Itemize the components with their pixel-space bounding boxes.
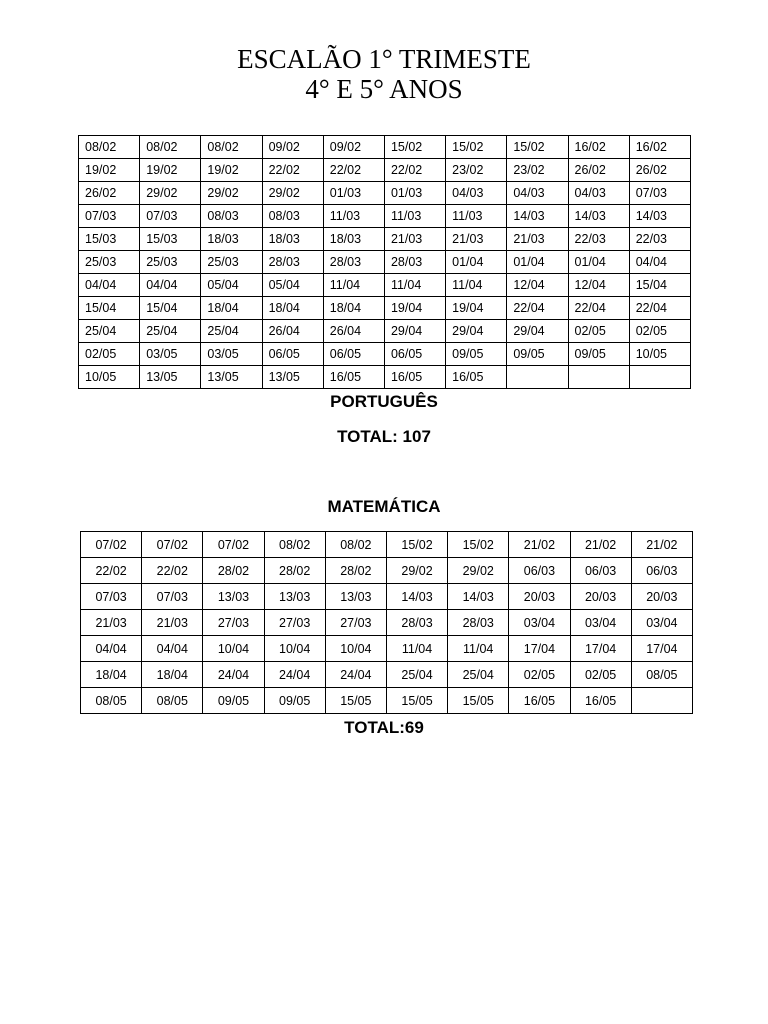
date-cell: 09/02: [323, 136, 384, 159]
date-cell: 25/04: [386, 662, 447, 688]
date-cell: 20/03: [631, 584, 692, 610]
table-row: [81, 584, 693, 610]
date-cell: 11/03: [323, 205, 384, 228]
date-cell: 29/04: [384, 320, 445, 343]
date-cell: 15/02: [507, 136, 568, 159]
table-row: [79, 228, 691, 251]
matematica-dates-table: [80, 531, 693, 714]
date-cell: 15/03: [79, 228, 140, 251]
date-cell: 11/03: [446, 205, 507, 228]
date-cell: 29/02: [201, 182, 262, 205]
date-cell: 29/04: [507, 320, 568, 343]
date-cell: 06/05: [323, 343, 384, 366]
date-cell: 18/04: [262, 297, 323, 320]
date-cell: 19/02: [201, 159, 262, 182]
table-row: [79, 182, 691, 205]
date-cell: 02/05: [629, 320, 690, 343]
date-cell: 04/03: [568, 182, 629, 205]
date-cell: 15/04: [79, 297, 140, 320]
date-cell: 15/02: [446, 136, 507, 159]
table-row: [79, 320, 691, 343]
date-cell: 22/02: [262, 159, 323, 182]
date-cell: 11/03: [384, 205, 445, 228]
table-row: [79, 297, 691, 320]
date-cell: 25/04: [140, 320, 201, 343]
portugues-table-body: [79, 136, 691, 389]
table-row: [81, 532, 693, 558]
date-cell: 19/04: [446, 297, 507, 320]
date-cell: 23/02: [446, 159, 507, 182]
date-cell: 15/02: [384, 136, 445, 159]
date-cell: 15/05: [325, 688, 386, 714]
date-cell: 28/03: [386, 610, 447, 636]
date-cell: 08/05: [142, 688, 203, 714]
date-cell: 15/05: [386, 688, 447, 714]
date-cell: 07/03: [142, 584, 203, 610]
date-cell: 29/02: [386, 558, 447, 584]
date-cell: 04/04: [629, 251, 690, 274]
date-cell: 13/05: [140, 366, 201, 389]
date-cell: 09/05: [507, 343, 568, 366]
date-cell: 08/02: [79, 136, 140, 159]
table-row: [81, 558, 693, 584]
date-cell: 22/04: [507, 297, 568, 320]
date-cell: 14/03: [507, 205, 568, 228]
date-cell: 02/05: [509, 662, 570, 688]
date-cell: 15/02: [448, 532, 509, 558]
date-cell: 25/04: [201, 320, 262, 343]
date-cell: 18/04: [142, 662, 203, 688]
date-cell: 18/04: [323, 297, 384, 320]
date-cell: 15/04: [140, 297, 201, 320]
table-row: [79, 366, 691, 389]
date-cell: 22/02: [142, 558, 203, 584]
date-cell: 16/05: [570, 688, 631, 714]
date-cell: 18/03: [201, 228, 262, 251]
date-cell: 28/02: [264, 558, 325, 584]
date-cell: 04/04: [140, 274, 201, 297]
date-cell: 07/03: [79, 205, 140, 228]
date-cell: [629, 366, 690, 389]
date-cell: 10/04: [325, 636, 386, 662]
date-cell: 09/05: [446, 343, 507, 366]
date-cell: 29/02: [262, 182, 323, 205]
table-row: [81, 688, 693, 714]
date-cell: 02/05: [570, 662, 631, 688]
date-cell: 28/03: [262, 251, 323, 274]
date-cell: 13/05: [201, 366, 262, 389]
date-cell: 06/03: [509, 558, 570, 584]
date-cell: 06/05: [262, 343, 323, 366]
date-cell: 18/04: [201, 297, 262, 320]
date-cell: 27/03: [203, 610, 264, 636]
date-cell: 18/03: [262, 228, 323, 251]
table-row: [79, 274, 691, 297]
table-row: [79, 343, 691, 366]
date-cell: 17/04: [509, 636, 570, 662]
date-cell: 21/03: [142, 610, 203, 636]
date-cell: 17/04: [631, 636, 692, 662]
document-title: ESCALÃO 1° TRIMESTE: [237, 44, 531, 74]
date-cell: 16/05: [446, 366, 507, 389]
date-cell: [507, 366, 568, 389]
date-cell: 29/02: [140, 182, 201, 205]
date-cell: [631, 688, 692, 714]
document-subtitle: 4° E 5° ANOS: [305, 74, 463, 104]
date-cell: 10/05: [629, 343, 690, 366]
date-cell: 19/02: [140, 159, 201, 182]
date-cell: 22/04: [568, 297, 629, 320]
portugues-dates-table: [78, 135, 691, 389]
date-cell: 12/04: [568, 274, 629, 297]
date-cell: 03/05: [140, 343, 201, 366]
date-cell: 08/02: [325, 532, 386, 558]
date-cell: 12/04: [507, 274, 568, 297]
date-cell: 25/04: [448, 662, 509, 688]
date-cell: 15/03: [140, 228, 201, 251]
date-cell: 28/02: [325, 558, 386, 584]
matematica-total: TOTAL:69: [344, 718, 424, 737]
date-cell: 06/03: [631, 558, 692, 584]
date-cell: 21/02: [570, 532, 631, 558]
date-cell: 14/03: [568, 205, 629, 228]
portugues-total: TOTAL: 107: [337, 427, 431, 446]
matematica-table-body: [81, 532, 693, 714]
date-cell: 28/03: [448, 610, 509, 636]
date-cell: 26/04: [323, 320, 384, 343]
date-cell: 02/05: [79, 343, 140, 366]
date-cell: 11/04: [446, 274, 507, 297]
date-cell: 21/03: [81, 610, 142, 636]
date-cell: 15/02: [386, 532, 447, 558]
date-cell: 11/04: [323, 274, 384, 297]
table-row: [81, 662, 693, 688]
date-cell: 13/03: [203, 584, 264, 610]
date-cell: 15/04: [629, 274, 690, 297]
table-row: [79, 205, 691, 228]
date-cell: 19/04: [384, 297, 445, 320]
date-cell: 22/03: [629, 228, 690, 251]
date-cell: 08/02: [140, 136, 201, 159]
date-cell: 11/04: [448, 636, 509, 662]
date-cell: 04/04: [81, 636, 142, 662]
date-cell: 16/05: [384, 366, 445, 389]
date-cell: 08/05: [81, 688, 142, 714]
date-cell: 04/04: [79, 274, 140, 297]
date-cell: 09/02: [262, 136, 323, 159]
table-row: [81, 636, 693, 662]
date-cell: 28/03: [323, 251, 384, 274]
date-cell: 14/03: [386, 584, 447, 610]
date-cell: 27/03: [325, 610, 386, 636]
date-cell: 16/02: [568, 136, 629, 159]
date-cell: 18/03: [323, 228, 384, 251]
date-cell: 25/03: [201, 251, 262, 274]
date-cell: 15/05: [448, 688, 509, 714]
date-cell: 03/04: [631, 610, 692, 636]
date-cell: 05/04: [262, 274, 323, 297]
date-cell: 04/03: [507, 182, 568, 205]
date-cell: 17/04: [570, 636, 631, 662]
date-cell: 11/04: [386, 636, 447, 662]
date-cell: 20/03: [509, 584, 570, 610]
date-cell: 04/04: [142, 636, 203, 662]
date-cell: 20/03: [570, 584, 631, 610]
date-cell: 16/02: [629, 136, 690, 159]
date-cell: 10/05: [79, 366, 140, 389]
date-cell: 25/03: [79, 251, 140, 274]
date-cell: 13/03: [325, 584, 386, 610]
date-cell: 21/02: [509, 532, 570, 558]
date-cell: 22/02: [81, 558, 142, 584]
table-row: [79, 251, 691, 274]
date-cell: 24/04: [264, 662, 325, 688]
date-cell: 07/03: [140, 205, 201, 228]
date-cell: 08/02: [201, 136, 262, 159]
date-cell: 28/02: [203, 558, 264, 584]
date-cell: 02/05: [568, 320, 629, 343]
date-cell: 06/05: [384, 343, 445, 366]
date-cell: 16/05: [509, 688, 570, 714]
date-cell: 22/02: [384, 159, 445, 182]
date-cell: 14/03: [629, 205, 690, 228]
date-cell: 26/04: [262, 320, 323, 343]
date-cell: 01/04: [446, 251, 507, 274]
date-cell: 03/05: [201, 343, 262, 366]
date-cell: 22/04: [629, 297, 690, 320]
date-cell: 01/03: [323, 182, 384, 205]
date-cell: 09/05: [264, 688, 325, 714]
date-cell: 07/02: [81, 532, 142, 558]
date-cell: 29/02: [448, 558, 509, 584]
date-cell: 22/03: [568, 228, 629, 251]
date-cell: 08/02: [264, 532, 325, 558]
date-cell: 24/04: [325, 662, 386, 688]
date-cell: 07/03: [629, 182, 690, 205]
matematica-label: MATEMÁTICA: [327, 497, 441, 516]
date-cell: 07/03: [81, 584, 142, 610]
date-cell: 16/05: [323, 366, 384, 389]
date-cell: 27/03: [264, 610, 325, 636]
date-cell: 26/02: [79, 182, 140, 205]
portugues-label: PORTUGUÊS: [330, 392, 438, 411]
date-cell: 24/04: [203, 662, 264, 688]
date-cell: 23/02: [507, 159, 568, 182]
table-row: [79, 136, 691, 159]
date-cell: 11/04: [384, 274, 445, 297]
date-cell: 06/03: [570, 558, 631, 584]
date-cell: [568, 366, 629, 389]
date-cell: 28/03: [384, 251, 445, 274]
date-cell: 13/03: [264, 584, 325, 610]
date-cell: 25/03: [140, 251, 201, 274]
date-cell: 21/03: [384, 228, 445, 251]
date-cell: 21/03: [446, 228, 507, 251]
date-cell: 25/04: [79, 320, 140, 343]
date-cell: 01/04: [568, 251, 629, 274]
date-cell: 22/02: [323, 159, 384, 182]
date-cell: 21/02: [631, 532, 692, 558]
date-cell: 03/04: [509, 610, 570, 636]
date-cell: 13/05: [262, 366, 323, 389]
date-cell: 07/02: [142, 532, 203, 558]
date-cell: 26/02: [568, 159, 629, 182]
date-cell: 03/04: [570, 610, 631, 636]
date-cell: 08/05: [631, 662, 692, 688]
date-cell: 26/02: [629, 159, 690, 182]
date-cell: 08/03: [262, 205, 323, 228]
date-cell: 01/03: [384, 182, 445, 205]
date-cell: 04/03: [446, 182, 507, 205]
date-cell: 19/02: [79, 159, 140, 182]
date-cell: 21/03: [507, 228, 568, 251]
date-cell: 08/03: [201, 205, 262, 228]
table-row: [81, 610, 693, 636]
date-cell: 01/04: [507, 251, 568, 274]
date-cell: 07/02: [203, 532, 264, 558]
date-cell: 05/04: [201, 274, 262, 297]
date-cell: 29/04: [446, 320, 507, 343]
date-cell: 09/05: [568, 343, 629, 366]
date-cell: 09/05: [203, 688, 264, 714]
date-cell: 10/04: [203, 636, 264, 662]
table-row: [79, 159, 691, 182]
date-cell: 10/04: [264, 636, 325, 662]
date-cell: 14/03: [448, 584, 509, 610]
date-cell: 18/04: [81, 662, 142, 688]
